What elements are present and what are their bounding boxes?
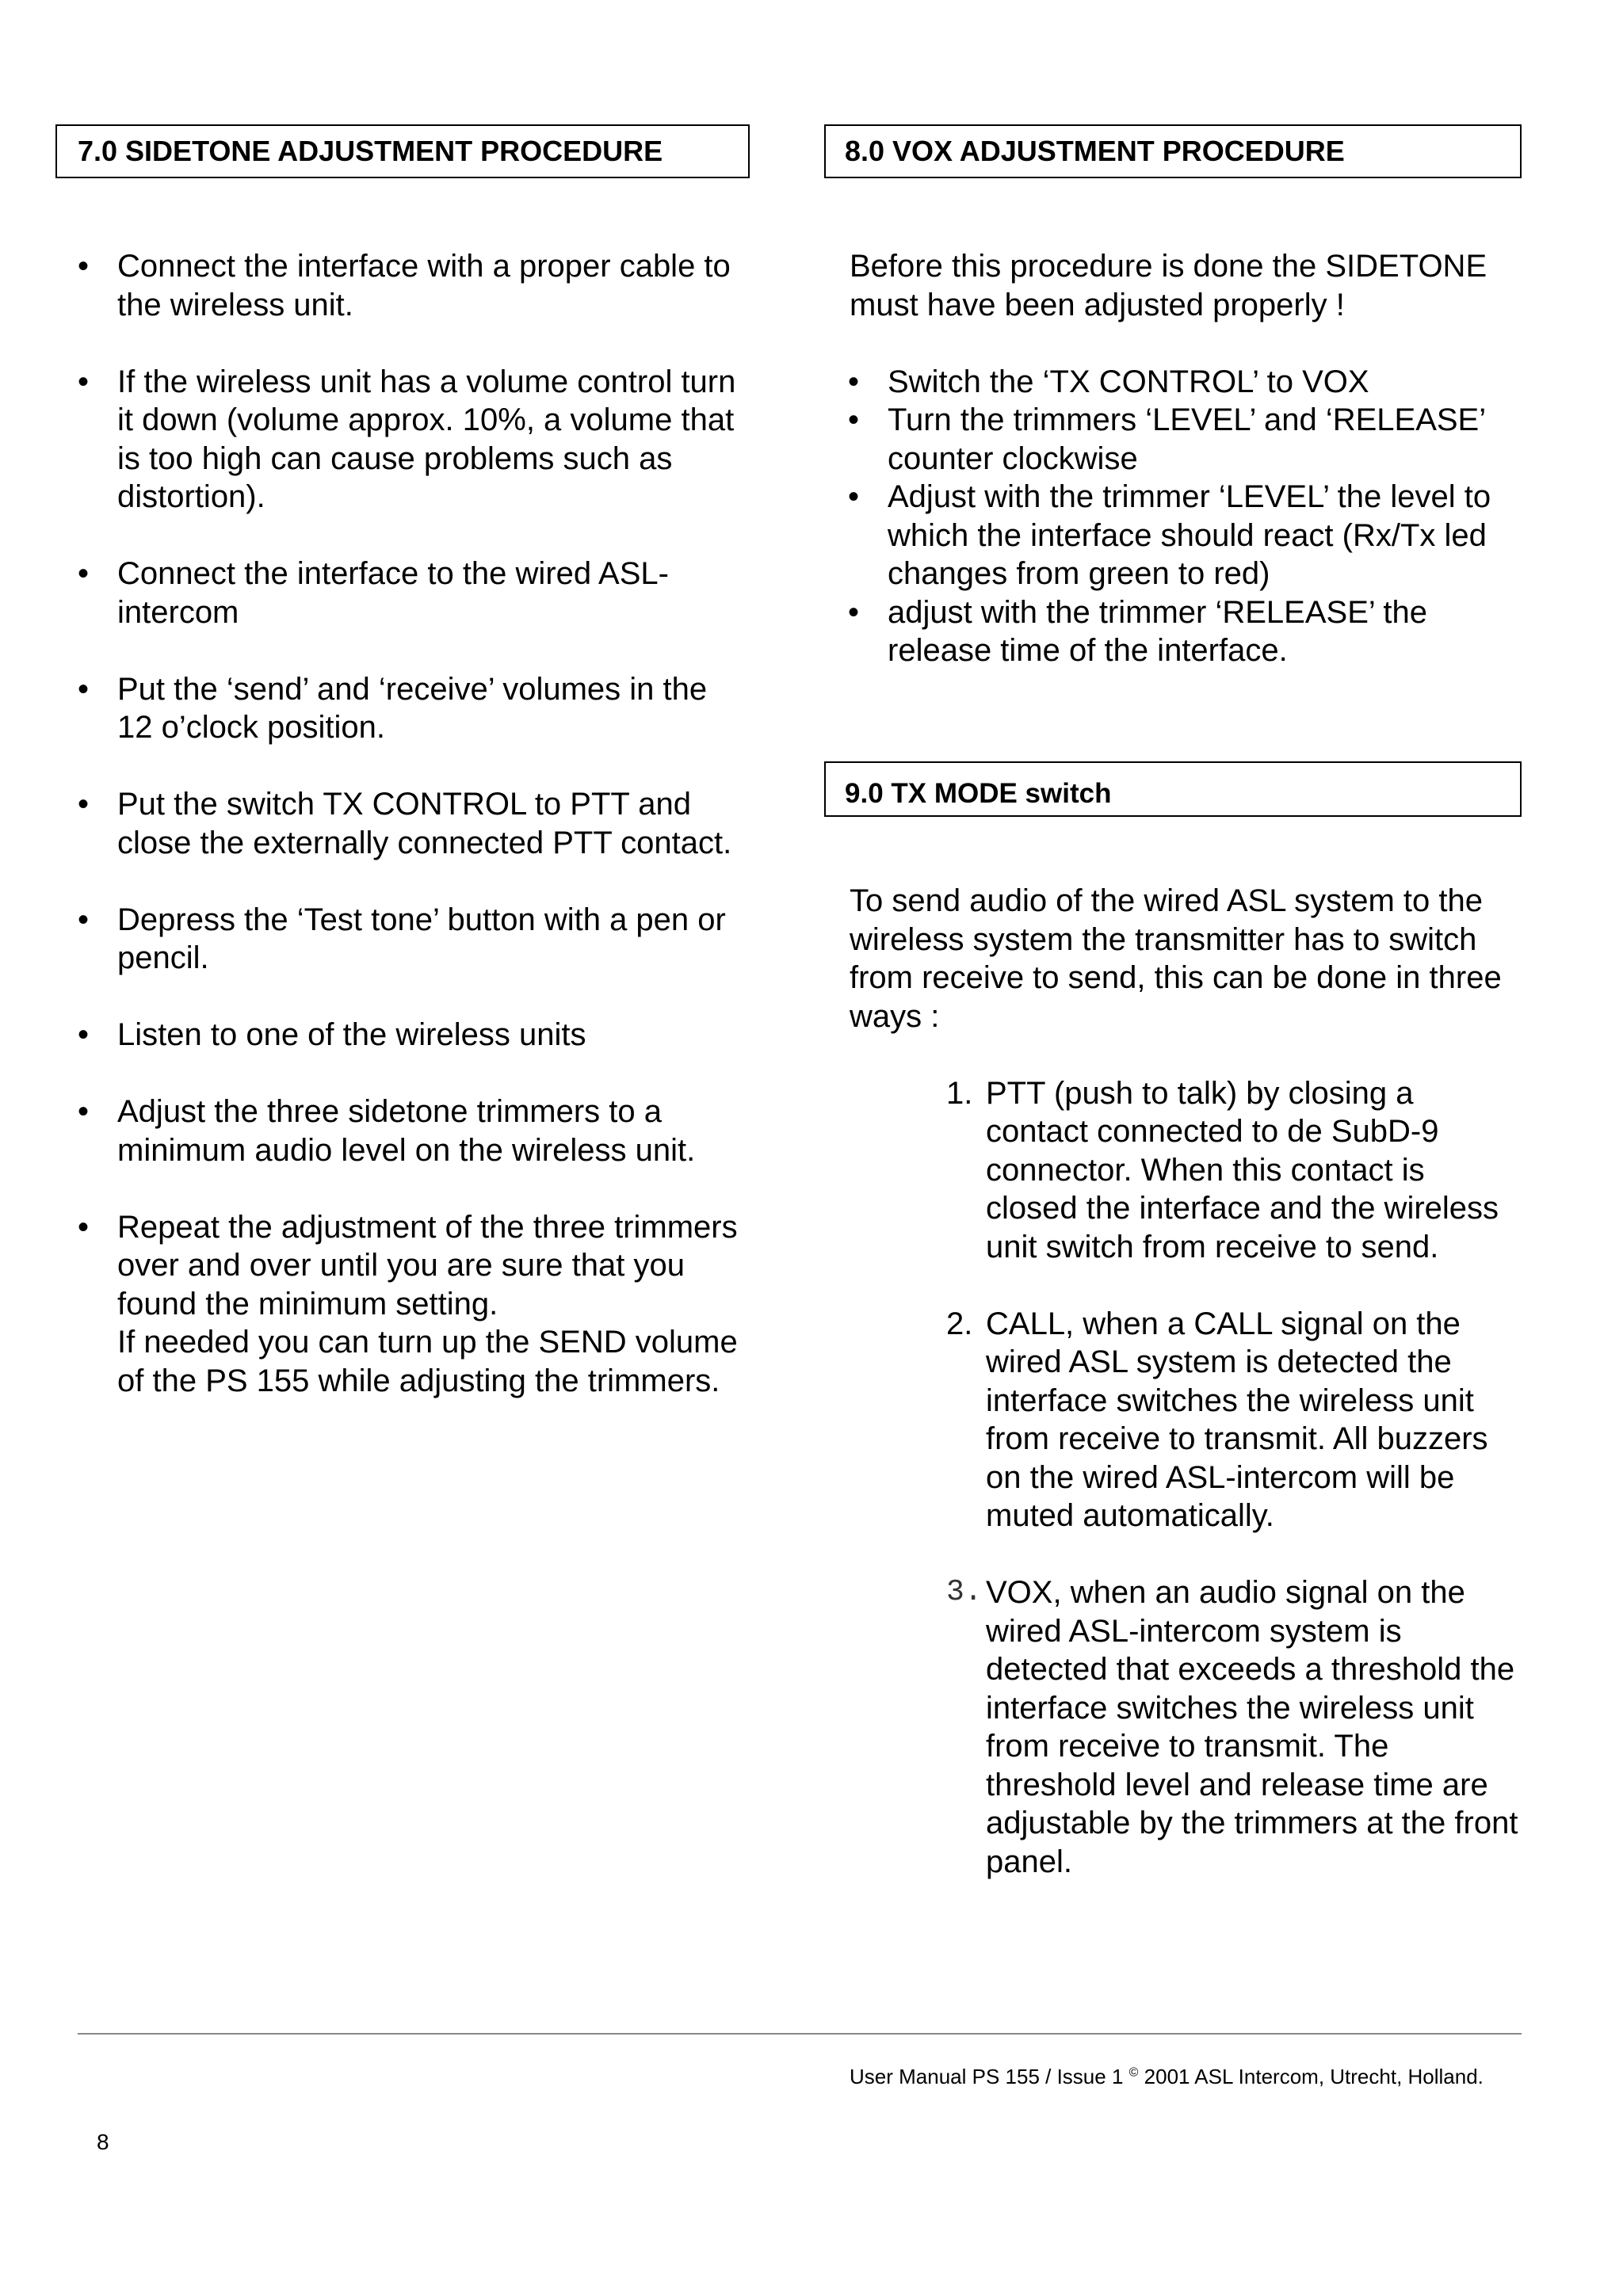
- right-column: [824, 124, 1522, 1879]
- section-9: [824, 761, 1522, 1881]
- list-item: • Connect the interface to the wired ASL-intercom: [55, 555, 750, 631]
- list-item: • Depress the ‘Test tone’ button with a pen or pencil.: [55, 901, 750, 978]
- list-item-text: CALL, when a CALL signal on the wired ASL system is detected the interface switches the wireless unit from receive to transmit. All buzzers on the wired ASL-intercom will be muted automatically.: [986, 1306, 1488, 1533]
- footer-suffix: 2001 ASL Intercom, Utrecht, Holland.: [1138, 2065, 1484, 2088]
- list-item: • Put the ‘send’ and ‘receive’ volumes in the 12 o’clock position.: [55, 670, 750, 747]
- list-item-number: 3.: [946, 1575, 983, 1609]
- section-9-list: [824, 1074, 1522, 1882]
- list-item: • Listen to one of the wireless units: [55, 1016, 750, 1055]
- section-7-title: 7.0 SIDETONE ADJUSTMENT PROCEDURE: [55, 124, 750, 178]
- list-item-number: 2.: [946, 1306, 973, 1341]
- list-item-text: VOX, when an audio signal on the wired ASL-intercom system is detected that exceeds a threshold the interface switches the wireless unit from receive to transmit. The threshold level and release time are adjustable by the trimmers at the front panel.: [986, 1575, 1518, 1879]
- section-9-title: 9.0 TX MODE switch: [824, 761, 1522, 817]
- list-item: • If the wireless unit has a volume control turn it down (volume approx. 10%, a volume that is too high can cause problems such as distortion).: [55, 363, 750, 517]
- list-item-text: PTT (push to talk) by closing a contact connected to de SubD-9 connector. When this contact is closed the interface and the wireless unit switch from receive to send.: [986, 1075, 1499, 1264]
- footer: [850, 2065, 1484, 2089]
- section-8: [824, 124, 1522, 670]
- list-item: [946, 1305, 1522, 1535]
- list-item: • adjust with the trimmer ‘RELEASE’ the release time of the interface.: [824, 593, 1522, 670]
- section-7-list: [55, 247, 750, 1400]
- list-item: • Switch the ‘TX CONTROL’ to VOX: [824, 363, 1522, 402]
- list-item: • Adjust with the trimmer ‘LEVEL’ the level to which the interface should react (Rx/Tx led changes from green to red): [824, 478, 1522, 593]
- section-9-intro: To send audio of the wired ASL system to the wireless system the transmitter has to switch from receive to send, this can be done in three ways :: [850, 883, 1502, 1034]
- list-item: [946, 1573, 1522, 1881]
- section-8-title: 8.0 VOX ADJUSTMENT PROCEDURE: [824, 124, 1522, 178]
- section-8-list: [824, 363, 1522, 670]
- section-7: [55, 124, 750, 1400]
- list-item: • Turn the trimmers ‘LEVEL’ and ‘RELEASE’ counter clockwise: [824, 401, 1522, 478]
- list-item: • Put the switch TX CONTROL to PTT and close the externally connected PTT contact.: [55, 785, 750, 862]
- footer-divider: [78, 2033, 1522, 2035]
- page-number: 8: [97, 2130, 109, 2154]
- section-8-intro: Before this procedure is done the SIDETONE must have been adjusted properly !: [850, 249, 1487, 322]
- footer-prefix: User Manual PS 155 / Issue 1: [850, 2065, 1129, 2088]
- copyright-mark: ©: [1128, 2065, 1139, 2080]
- list-item: [946, 1074, 1522, 1267]
- list-item: • Connect the interface with a proper cable to the wireless unit.: [55, 247, 750, 324]
- list-item-number: 1.: [946, 1075, 973, 1111]
- list-item-text: • Repeat the adjustment of the three trimmers over and over until you are sure that you found the minimum setting.: [117, 1209, 738, 1322]
- list-item: [55, 1208, 750, 1401]
- list-item-note: If needed you can turn up the SEND volume of the PS 155 while adjusting the trimmers.: [117, 1325, 738, 1398]
- list-item: • Adjust the three sidetone trimmers to a minimum audio level on the wireless unit.: [55, 1093, 750, 1169]
